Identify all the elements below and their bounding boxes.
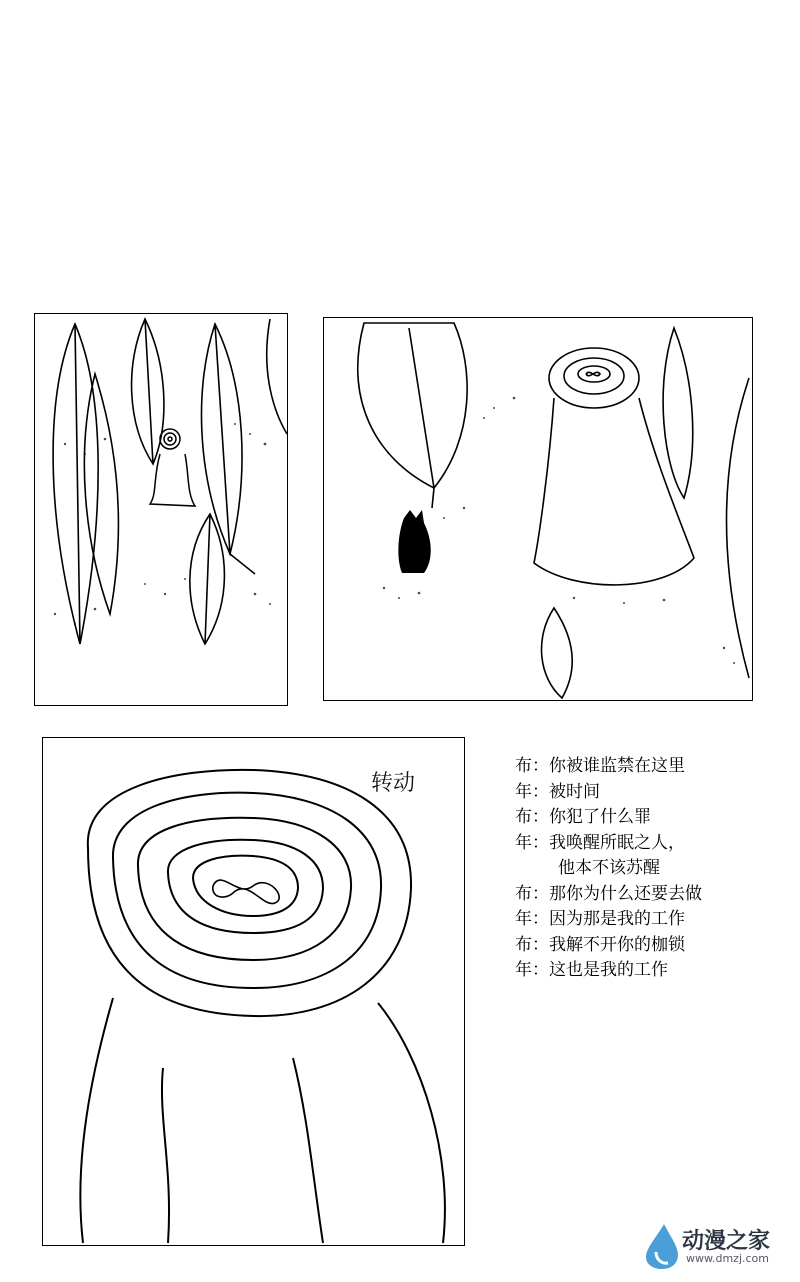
- comic-panel-forest: [34, 313, 288, 706]
- speaker-label: 年：: [515, 781, 549, 802]
- forest-drawing: [35, 314, 287, 705]
- dialogue-content: 我解不开你的枷锁: [549, 934, 685, 955]
- dialogue-line: [515, 882, 775, 908]
- water-drop-logo-icon: [642, 1222, 682, 1270]
- speaker-label: 布：: [515, 756, 549, 776]
- dialogue-line: [515, 780, 775, 806]
- speaker-label: 年：: [515, 960, 549, 980]
- comic-panel-stump: [323, 317, 753, 701]
- speaker-label: 布：: [515, 883, 549, 904]
- small-figure: [398, 510, 430, 573]
- site-watermark: [642, 1222, 792, 1272]
- dialogue-content: 他本不该苏醒: [558, 858, 660, 878]
- dialogue-line: [515, 805, 775, 831]
- sfx-label: 转动: [371, 771, 416, 796]
- stump-scene-drawing: [324, 318, 752, 700]
- dialogue-content: 被时间: [549, 781, 600, 802]
- speaker-label: 年：: [515, 832, 549, 853]
- dialogue-line: [515, 856, 775, 882]
- dialogue-text: [515, 754, 775, 984]
- dialogue-content: 这也是我的工作: [549, 960, 668, 980]
- speaker-label: 布：: [515, 807, 549, 827]
- comic-panel-stump-closeup: [42, 737, 465, 1246]
- dialogue-line: [515, 907, 775, 933]
- tree-stump: [534, 348, 694, 585]
- watermark-name: 动漫之家: [682, 1229, 771, 1254]
- stump-rings-drawing: [43, 738, 464, 1245]
- dialogue-line: [515, 754, 775, 780]
- watermark-url: www.dmzj.com: [686, 1252, 769, 1265]
- dialogue-line: [515, 958, 775, 984]
- dialogue-line: [515, 831, 775, 857]
- dialogue-content: 你犯了什么罪: [549, 807, 651, 827]
- dialogue-content: 你被谁监禁在这里: [549, 756, 685, 776]
- speaker-label: 年：: [515, 909, 549, 929]
- dialogue-content: 我唤醒所眠之人，: [549, 832, 685, 853]
- dialogue-content: 因为那是我的工作: [549, 909, 685, 929]
- speaker-label: 布：: [515, 934, 549, 955]
- small-stump: [150, 429, 195, 506]
- dialogue-line: [515, 933, 775, 959]
- dialogue-content: 那你为什么还要去做: [549, 883, 702, 904]
